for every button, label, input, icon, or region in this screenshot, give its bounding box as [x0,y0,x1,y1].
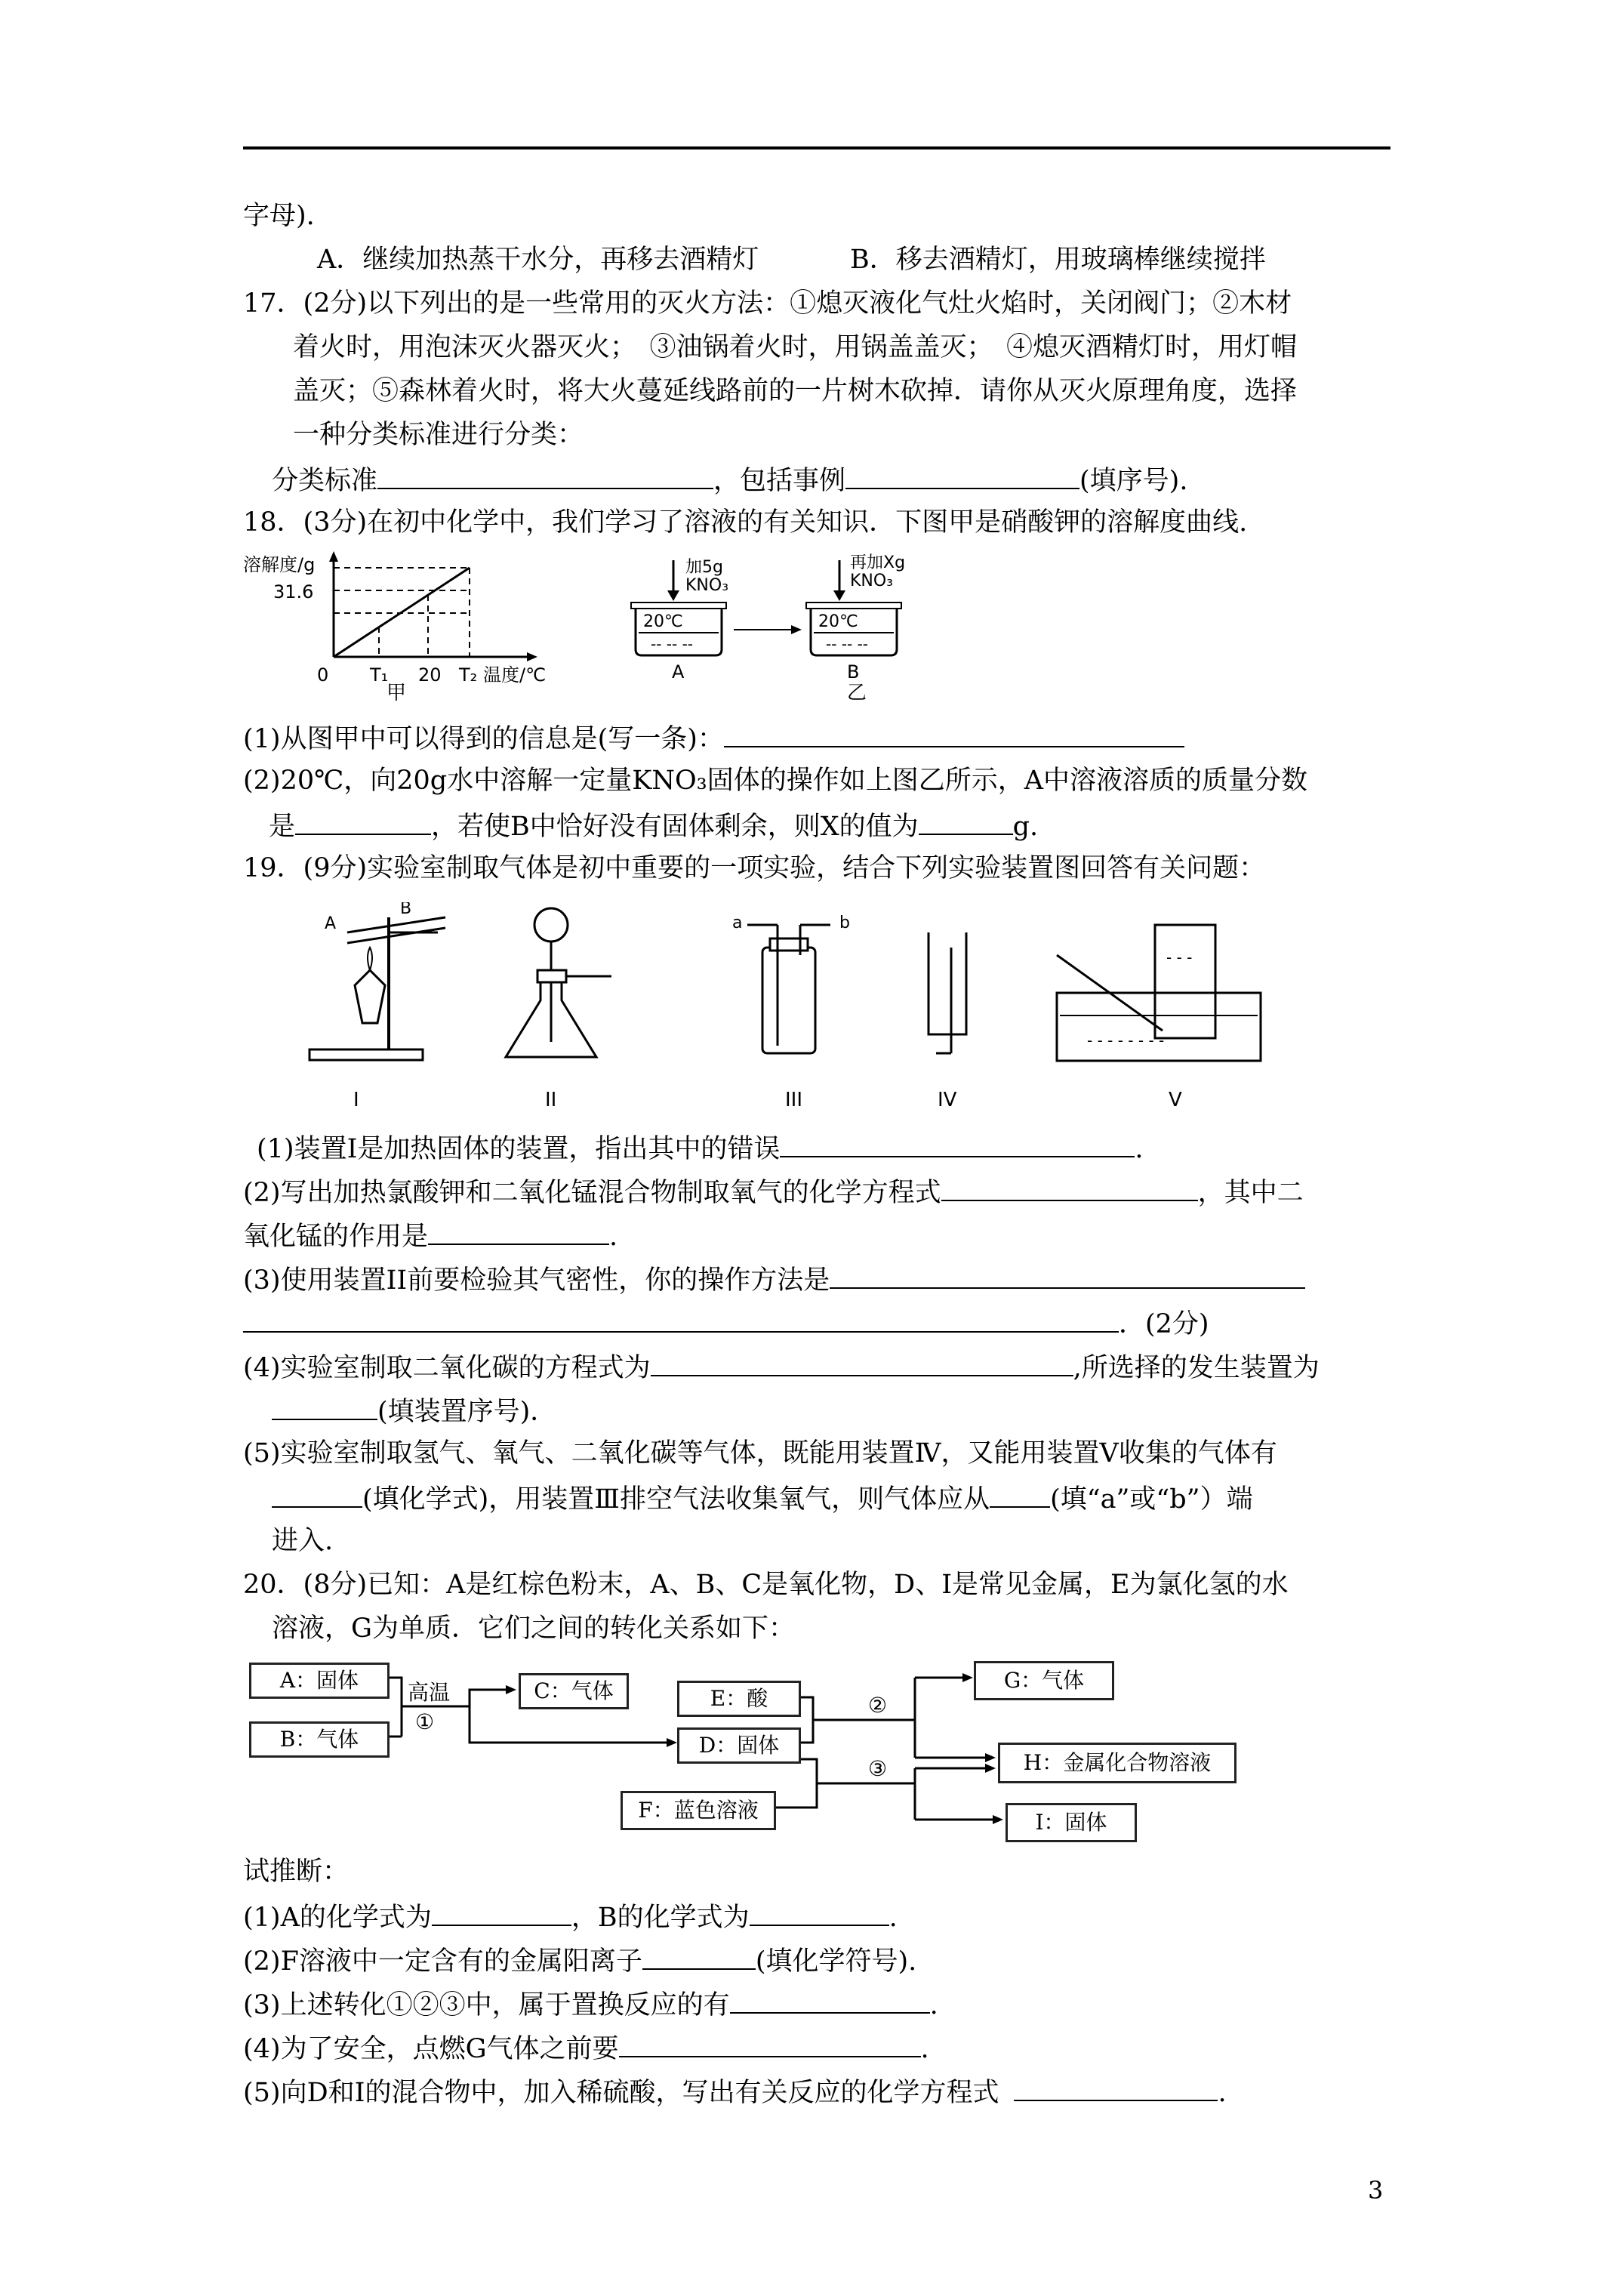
q20-sub-1-end: . [888,1903,898,1933]
transfer-arrow-head [791,625,802,634]
q19-method-blank-1[interactable] [830,1260,1305,1289]
q20-replace-blank[interactable] [730,1985,930,2014]
beaker-a-temp: 20℃ [643,612,683,631]
beaker-b-label: B [847,661,860,683]
q20-equation-text: (5)向D和I的混合物中，加入稀硫酸，写出有关反应的化学方程式 [243,2078,999,2108]
q17-line-2: 着火时，用泡沫灭火器灭火； ③油锅着火时，用锅盖盖灭； ④熄灭酒精灯时，用灯帽 [293,332,1298,362]
y-axis-arrow [329,551,338,562]
q18-sub-2: (2)20℃，向20g水中溶解一定量KNO₃固体的操作如上图乙所示，A中溶液溶质的质量分数 [243,766,1307,796]
y-tick-31-6: 31.6 [273,581,314,603]
beaker-b-rim [806,603,901,609]
q19-sub-2 [243,1173,1304,1211]
y-axis-label: 溶解度/g [243,554,316,575]
q20-sub-4-end: . [920,2034,929,2064]
q17-classify-label: 分类标准 [272,466,378,496]
apparatus-iv-label: IV [938,1089,957,1111]
node-e: E：酸 [677,1681,801,1717]
bottle-stopper [770,938,808,951]
apparatus-i-label: I [353,1089,359,1111]
q20-sub-1 [243,1897,898,1936]
caption-jia: 甲 [387,682,407,702]
q19-port-text: (填化学式)，用装置Ⅲ排空气法收集氧气，则气体应从 [362,1484,990,1515]
q20-b-blank[interactable] [750,1897,889,1926]
q19-device-text: ,所选择的发生装置为 [1073,1353,1320,1383]
q19-co2-text: (4)实验室制取二氧化碳的方程式为 [243,1353,651,1383]
node-h: H：金属化合物溶液 [998,1743,1236,1783]
q18-figure [243,551,990,702]
gas-bottle [762,948,815,1053]
q16-continuation: 字母). [243,201,315,231]
beaker-b-liquid: -- -- -- [826,635,869,653]
q18-x-blank[interactable] [919,806,1013,835]
q17-standard-blank[interactable] [377,461,713,489]
q19-sub-2-text: (2)写出加热氯酸钾和二氧化锰混合物制取氧气的化学方程式 [243,1178,941,1208]
q19-points: ．(2分) [1119,1309,1209,1339]
q19-sub-5: (5)实验室制取氢气、氧气、二氧化碳等气体，既能用装置Ⅳ，又能用装置Ⅴ收集的气体有 [243,1438,1277,1469]
q20-flow-diagram [243,1646,1255,1850]
caption-yi: 乙 [847,682,867,702]
q17-examples-blank[interactable] [845,461,1079,489]
q18-sub-1-text: (1)从图甲中可以得到的信息是(写一条)： [243,724,724,754]
q19-gas-blank[interactable] [272,1479,362,1508]
beaker-b-temp: 20℃ [818,612,858,631]
node-b: B：气体 [249,1721,390,1758]
step-3: ③ [868,1756,888,1781]
q19-sub-5-cont [272,1479,1253,1518]
q19-line-1: 19．(9分)实验室制取气体是初中重要的一项实验，结合下列实验装置图回答有关问题： [243,853,1266,883]
q20-sub-3-end: . [929,1990,938,2020]
q20-a-blank[interactable] [432,1897,571,1926]
q19-sub-3 [243,1260,1305,1299]
x-axis-label: 温度/℃ [483,664,547,686]
node-d: D：固体 [677,1727,801,1764]
q20-sub-5 [243,2073,1227,2111]
q19-port-blank[interactable] [990,1479,1050,1508]
cond-high-temp: 高温 [408,1680,451,1705]
add-label-1-sub: KNO₃ [685,576,729,595]
q18-sub-2-cont [269,806,1038,845]
x-tick-t2: T₂ [459,664,478,686]
add-label-2: 再加Xg [850,553,906,572]
q19-co2-blank[interactable] [651,1348,1073,1376]
q20-infer: 试推断： [243,1857,350,1887]
stand-base [310,1049,423,1060]
q18-sub-2-shi: 是 [269,812,296,842]
port-a: a [732,914,743,932]
q20-b-text: ，B的化学式为 [571,1903,750,1933]
arrow-a-head [667,590,679,601]
q20-sub-2 [243,1941,916,1980]
alcohol-lamp [355,970,385,1023]
node-f: F：蓝色溶液 [621,1791,776,1830]
q19-port-note: (填“a”或“b”）端 [1050,1484,1253,1515]
q18-unit: g. [1012,812,1039,842]
step-1: ① [415,1709,435,1734]
port-b: b [839,914,850,932]
q19-role-text: 氧化锰的作用是 [243,1222,429,1252]
add-label-2-sub: KNO₃ [850,572,894,590]
header-rule [243,146,1390,149]
q19-sub-2-tail: ，其中二 [1197,1178,1304,1208]
inverted-bottle [929,932,966,1034]
q19-role-blank[interactable] [428,1216,609,1245]
q20-equation-blank[interactable] [1014,2073,1218,2101]
q19-sub-4 [243,1348,1320,1386]
step-2: ② [868,1693,888,1718]
q19-sub-4-cont [272,1391,556,1430]
q19-device-note: (填装置序号)． [377,1397,557,1427]
q18-x-text: ，若使B中恰好没有固体剩余，则X的值为 [431,812,919,842]
q19-sub-2-cont [243,1216,617,1255]
beaker-a-liquid: -- -- -- [651,635,694,653]
apparatus-iii-label: III [785,1089,803,1111]
arrow-b-head [833,590,845,601]
q16-option-a: A．继续加热蒸干水分，再移去酒精灯 [317,245,759,275]
q17-line-4: 一种分类标准进行分类： [293,420,584,450]
q19-role-end: . [609,1222,618,1252]
node-c: C：气体 [519,1673,629,1709]
q20-replace-text: (3)上述转化①②③中，属于置换反应的有 [243,1990,730,2020]
q20-safety-blank[interactable] [619,2029,921,2057]
label-a: A [325,914,337,933]
node-g: G：气体 [974,1661,1114,1700]
q19-sub-1 [257,1129,1144,1167]
x-axis-arrow [527,652,537,661]
x-tick-0: 0 [317,664,329,686]
q20-line-2: 溶液，G为单质．它们之间的转化关系如下： [272,1613,795,1644]
collecting-bottle [1155,925,1215,1038]
q18-info-blank[interactable] [724,719,1184,747]
q20-cation-text: (2)F溶液中一定含有的金属阳离子 [243,1946,642,1977]
q19-sub-1-end: . [1135,1134,1144,1164]
x-tick-20: 20 [418,664,442,686]
beaker-a-label: A [672,661,685,683]
q20-sub-3 [243,1985,938,2023]
q19-device-blank[interactable] [272,1391,377,1420]
trough-liquid: - - - - - - - - [1087,1031,1165,1049]
page-number: 3 [1368,2176,1384,2205]
add-label-1: 加5g [685,558,723,577]
q19-sub-5-end: 进入. [272,1526,334,1556]
q17-examples-label: ，包括事例 [713,466,846,496]
q20-sub-5-end: . [1218,2078,1227,2108]
q19-sub-3-cont [243,1304,1209,1342]
q18-sub-1 [243,719,1184,757]
q17-fill-note: (填序号). [1079,466,1188,496]
node-i: I：固体 [1006,1803,1137,1842]
stopper [537,970,566,982]
beaker-a-rim [631,603,726,609]
q17-line-3: 盖灭；⑤森林着火时，将大火蔓延线路前的一片树木砍掉．请你从灭火原理角度，选择 [293,376,1298,406]
q20-line-1: 20．(8分)已知：A是红棕色粉末，A、B、C是氧化物，D、I是常见金属，E为氯化氢的水 [243,1570,1289,1600]
bottle-liquid: - - - [1166,948,1193,966]
apparatus-ii-label: II [545,1089,557,1111]
q20-a-text: (1)A的化学式为 [243,1903,432,1933]
q16-option-b: B．移去酒精灯，用玻璃棒继续搅拌 [850,245,1266,275]
q20-cation-note: (填化学符号). [755,1946,917,1977]
q18-fraction-blank[interactable] [295,806,431,835]
q19-error-blank[interactable] [780,1129,1135,1157]
apparatus-v-label: V [1169,1089,1182,1111]
q20-safety-text: (4)为了安全，点燃G气体之前要 [243,2034,619,2064]
q17-line-1: 17．(2分)以下列出的是一些常用的灭火方法：①熄灭液化气灶火焰时，关闭阀门；②木材 [243,288,1292,319]
q20-cation-blank[interactable] [642,1941,756,1970]
q19-equation-blank[interactable] [941,1173,1198,1201]
q19-method-blank-2[interactable] [243,1304,1119,1333]
node-a: A：固体 [249,1663,390,1699]
q18-line-1: 18．(3分)在初中化学中，我们学习了溶液的有关知识．下图甲是硝酸钾的溶解度曲线. [243,507,1248,538]
q20-sub-4 [243,2029,929,2067]
q19-apparatus-figure [302,902,1276,1114]
flame [368,948,372,970]
q19-sub-3-text: (3)使用装置II前要检验其气密性，你的操作方法是 [243,1265,830,1296]
x-tick-t1: T₁ [370,664,389,686]
label-b: B [400,902,412,918]
q17-classify-line [272,461,1187,499]
funnel-bulb [534,908,568,942]
q19-sub-1-text: (1)装置Ⅰ是加热固体的装置，指出其中的错误 [257,1134,781,1164]
